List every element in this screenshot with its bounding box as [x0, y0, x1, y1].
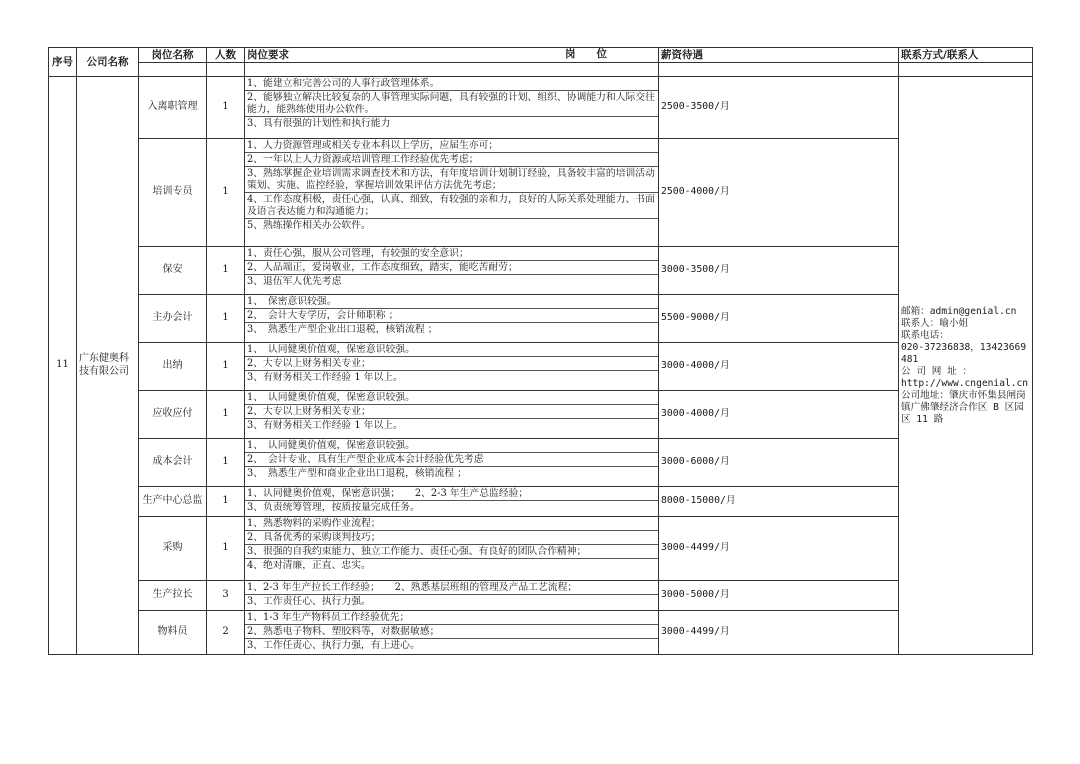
- position-headcount: 1: [207, 391, 245, 439]
- position-headcount: 1: [207, 295, 245, 343]
- position-salary: 2500-3500/月: [659, 77, 899, 139]
- header-salary: 薪资待遇: [659, 48, 899, 63]
- header-contact: 联系方式/联系人: [899, 48, 1033, 63]
- requirement-line: 2、 会计专业、具有生产型企业成本会计经验优先考虑: [245, 453, 658, 467]
- position-name: 保安: [139, 247, 207, 295]
- requirement-line: 3、 熟悉生产型和商业企业出口退税，核销流程 ；: [247, 468, 467, 479]
- position-name: 物料员: [139, 611, 207, 655]
- table-row: [49, 247, 1033, 295]
- header-company: 公司名称: [77, 48, 139, 77]
- position-requirements: [245, 517, 659, 581]
- contact-website[interactable]: http://www.cngenial.cn: [901, 377, 1029, 389]
- position-requirements: [245, 247, 659, 295]
- requirement-line: 1、 认同健奥价值观，保密意识较强。: [245, 391, 658, 405]
- requirement-line: 1、认同健奥价值观，保密意识强； 2、2-3 年生产总监经验；: [245, 487, 658, 501]
- table-row: [49, 139, 1033, 247]
- contact-phone: 020-37236838，13423669481: [901, 341, 1027, 365]
- position-headcount: 1: [207, 517, 245, 581]
- table-row: [49, 295, 1033, 343]
- contact-email[interactable]: 邮箱：admin@genial.cn: [901, 305, 1017, 317]
- header-headcount: 人数: [207, 48, 245, 63]
- position-name: 主办会计: [139, 295, 207, 343]
- position-requirements: [245, 139, 659, 247]
- position-name: 成本会计: [139, 439, 207, 487]
- position-salary: 3000-4000/月: [659, 343, 899, 391]
- requirement-line: 2、一年以上人力资源或培训管理工作经验优先考虑；: [245, 153, 658, 167]
- contact-address: 公司地址：肇庆市怀集县闸岗镇广佛肇经济合作区 B 区园区 11 路: [901, 389, 1026, 425]
- requirement-line: 1、人力资源管理或相关专业本科以上学历，应届生亦可；: [245, 139, 658, 153]
- table-row: [49, 517, 1033, 581]
- header-sub-cell: [207, 63, 245, 77]
- contact-info: [899, 77, 1033, 655]
- requirement-line: 1、 保密意识较强。: [245, 295, 658, 309]
- position-salary: 3000-4499/月: [659, 611, 899, 655]
- position-salary: 3000-4499/月: [659, 517, 899, 581]
- position-headcount: 2: [207, 611, 245, 655]
- position-headcount: 1: [207, 343, 245, 391]
- position-headcount: 1: [207, 139, 245, 247]
- requirement-line: 1、2-3 年生产拉长工作经验； 2、熟悉基层班组的管理及产品工艺流程；: [245, 581, 658, 595]
- position-headcount: 1: [207, 487, 245, 517]
- requirement-line: 2、 会计大专学历，会计师职称 ；: [245, 309, 658, 323]
- requirement-line: 3、工作责任心、执行力强。: [247, 596, 371, 607]
- table-row: [49, 391, 1033, 439]
- requirement-line: 1、 认同健奥价值观，保密意识较强。: [245, 439, 658, 453]
- requirement-line: 1、1-3 年生产物料员工作经验优先；: [245, 611, 658, 625]
- position-salary: 8000-15000/月: [659, 487, 899, 517]
- header-sub-cell: [659, 63, 899, 77]
- position-requirements: [245, 487, 659, 517]
- table-body: [49, 77, 1033, 655]
- requirement-line: 1、熟悉物料的采购作业流程；: [245, 517, 658, 531]
- position-name: 采购: [139, 517, 207, 581]
- requirement-line: 1、能建立和完善公司的人事行政管理体系。: [245, 77, 658, 91]
- requirement-line: 3、 熟悉生产型企业出口退税，核销流程 ；: [247, 324, 438, 335]
- position-salary: 3000-4000/月: [659, 391, 899, 439]
- table-row: [49, 343, 1033, 391]
- contact-phone-label: 联系电话：: [901, 329, 949, 341]
- header-position-group: 岗 位: [565, 48, 607, 60]
- requirement-line: 5、熟练操作相关办公软件。: [247, 220, 371, 231]
- position-salary: 3000-3500/月: [659, 247, 899, 295]
- header-subrow: [49, 63, 1033, 77]
- requirement-line: 3、有财务相关工作经验 1 年以上。: [247, 372, 403, 383]
- position-name: 出纳: [139, 343, 207, 391]
- header-requirements: [245, 48, 659, 63]
- contact-person: 联系人：喻小姐: [901, 317, 969, 329]
- table-row: [49, 611, 1033, 655]
- header-row: [49, 48, 1033, 63]
- position-name: 入离职管理: [139, 77, 207, 139]
- requirement-line: 2、大专以上财务相关专业；: [245, 405, 658, 419]
- requirement-line: 4、绝对清廉，正直、忠实。: [247, 560, 371, 571]
- table-row: [49, 581, 1033, 611]
- requirement-line: 3、具有很强的计划性和执行能力: [247, 118, 391, 129]
- position-requirements: [245, 581, 659, 611]
- requirement-line: 3、有财务相关工作经验 1 年以上。: [247, 420, 403, 431]
- requirement-line: 2、人品端正，爱岗敬业，工作态度细致，踏实，能吃苦耐劳；: [245, 261, 658, 275]
- requirement-line: 2、能够独立解决比较复杂的人事管理实际问题，具有较强的计划、组织、协调能力和人际交往能力，能熟练使用办公软件。: [245, 91, 658, 117]
- position-name: 生产中心总监: [139, 487, 207, 517]
- position-name: 培训专员: [139, 139, 207, 247]
- requirement-line: 2、具备优秀的采购谈判技巧；: [245, 531, 658, 545]
- header-position-name: 岗位名称: [139, 48, 207, 63]
- requirement-line: 1、责任心强，服从公司管理，有较强的安全意识；: [245, 247, 658, 261]
- position-salary: 5500-9000/月: [659, 295, 899, 343]
- position-name: 应收应付: [139, 391, 207, 439]
- position-requirements: [245, 343, 659, 391]
- requirement-line: 3、负责统筹管理，按质按量完成任务。: [247, 502, 420, 513]
- table-row: [49, 487, 1033, 517]
- position-salary: 2500-4000/月: [659, 139, 899, 247]
- requirement-line: 3、熟练掌握企业培训需求调查技术和方法，有年度培训计划制订经验，具备较丰富的培训活动策划、实施、监控经验，掌握培训效果评估方法优先考虑；: [245, 167, 658, 193]
- position-salary: 3000-5000/月: [659, 581, 899, 611]
- table-row: [49, 439, 1033, 487]
- job-table-sheet: [48, 47, 1032, 655]
- position-requirements: [245, 439, 659, 487]
- header-sub-cell: [245, 63, 659, 77]
- company-name: 广东健奥科技有限公司: [77, 77, 139, 655]
- position-headcount: 1: [207, 247, 245, 295]
- requirement-line: 3、很强的自我约束能力、独立工作能力、责任心强、有良好的团队合作精神；: [245, 545, 658, 559]
- requirement-line: 2、大专以上财务相关专业；: [245, 357, 658, 371]
- table-row: [49, 77, 1033, 139]
- position-salary: 3000-6000/月: [659, 439, 899, 487]
- position-requirements: [245, 611, 659, 655]
- position-name: 生产拉长: [139, 581, 207, 611]
- requirement-line: 2、熟悉电子物料、塑胶料等，对数据敏感；: [245, 625, 658, 639]
- header-seq: 序号: [49, 48, 77, 77]
- position-headcount: 1: [207, 439, 245, 487]
- requirement-line: 3、工作任责心、执行力强，有上进心。: [247, 640, 420, 651]
- header-sub-cell: [899, 63, 1033, 77]
- position-requirements: [245, 77, 659, 139]
- contact-website-label: 公 司 网 址 ：: [901, 365, 973, 377]
- position-headcount: 3: [207, 581, 245, 611]
- requirement-line: 4、工作态度积极，责任心强，认真、细致，有较强的亲和力，良好的人际关系处理能力、书面及语言表达能力和沟通能力；: [245, 193, 658, 219]
- requirement-line: 1、 认同健奥价值观，保密意识较强。: [245, 343, 658, 357]
- job-table: [48, 47, 1033, 655]
- header-requirements-label: 岗位要求: [247, 48, 289, 61]
- row-seq: 11: [49, 77, 77, 655]
- header-sub-cell: [139, 63, 207, 77]
- position-headcount: 1: [207, 77, 245, 139]
- position-requirements: [245, 391, 659, 439]
- position-requirements: [245, 295, 659, 343]
- requirement-line: 3、退伍军人优先考虑: [247, 276, 342, 287]
